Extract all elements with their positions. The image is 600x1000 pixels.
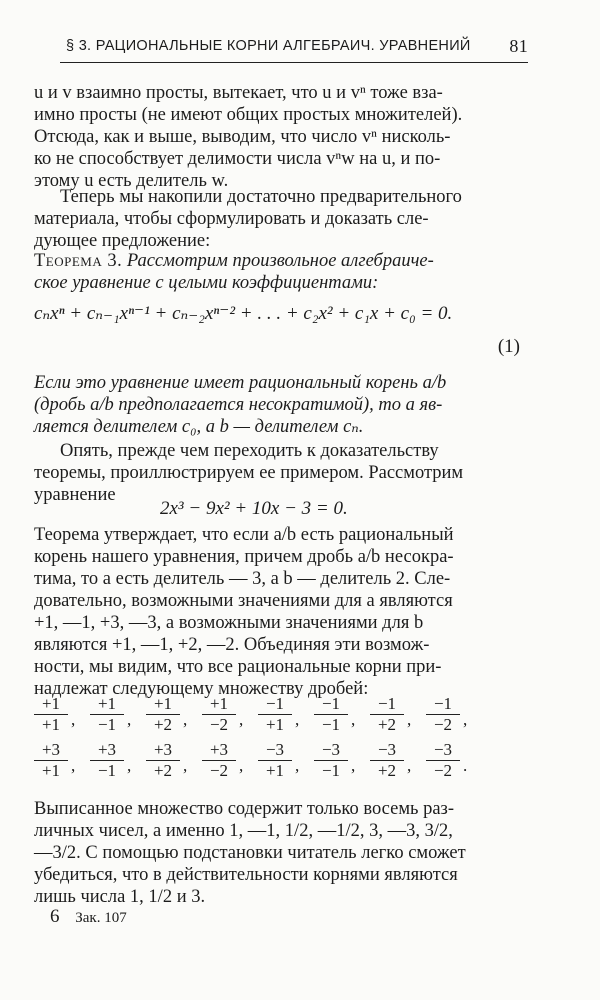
- fraction-numerator: −3: [426, 740, 460, 761]
- fraction-numerator: +1: [202, 694, 236, 715]
- theorem-statement: [34, 250, 518, 294]
- text-line: u и v взаимно просты, вытекает, что u и vⁿ тоже вза-: [34, 83, 443, 103]
- fraction-separator: .: [463, 756, 468, 775]
- text-line: Теорема утверждает, что если a/b есть рациональный: [34, 525, 454, 545]
- running-head-title: § 3. РАЦИОНАЛЬНЫЕ КОРНИ АЛГЕБРАИЧ. УРАВНЕНИЙ: [66, 38, 471, 54]
- fraction-separator: ,: [183, 756, 188, 775]
- fraction-numerator: +3: [146, 740, 180, 761]
- text-line: (дробь a/b предполагается несократимой), то a яв-: [34, 395, 443, 415]
- fraction-separator: ,: [127, 756, 132, 775]
- paragraph-5: [34, 798, 518, 908]
- fraction-separator: ,: [295, 710, 300, 729]
- example-equation: 2x³ − 9x² + 10x − 3 = 0.: [160, 498, 348, 519]
- fraction: [370, 740, 404, 781]
- fraction: [90, 740, 124, 781]
- text-line: тима, то a есть делитель — 3, а b — делитель 2. Сле-: [34, 569, 451, 589]
- fraction-separator: ,: [351, 710, 356, 729]
- fraction-numerator: +3: [202, 740, 236, 761]
- fraction-separator: ,: [127, 710, 132, 729]
- text-line: теоремы, проиллюстрируем ее примером. Рассмотрим: [34, 463, 464, 483]
- fraction-separator: ,: [407, 710, 412, 729]
- text-line: Теперь мы накопили достаточно предварительного: [60, 187, 462, 207]
- fraction: [202, 740, 236, 781]
- fraction-numerator: −1: [314, 694, 348, 715]
- fraction-numerator: −3: [370, 740, 404, 761]
- fraction-numerator: +1: [146, 694, 180, 715]
- text-line: дующее предложение:: [34, 231, 211, 251]
- fraction-separator: ,: [71, 756, 76, 775]
- fraction-denominator: −1: [321, 715, 341, 734]
- fraction-denominator: −2: [209, 715, 229, 734]
- fraction-numerator: −3: [258, 740, 292, 761]
- fraction-numerator: −1: [258, 694, 292, 715]
- theorem-conclusion: [34, 372, 518, 438]
- fraction-denominator: −2: [433, 715, 453, 734]
- fraction: [146, 740, 180, 781]
- general-equation: cₙxⁿ + cₙ₋₁xⁿ⁻¹ + cₙ₋₂xⁿ⁻² + . . . + c₂x² + c₁x + c₀ = 0.: [34, 303, 453, 324]
- text-line: лишь числа 1, 1/2 и 3.: [34, 887, 206, 907]
- fraction-numerator: +1: [90, 694, 124, 715]
- text-line: Опять, прежде чем переходить к доказательству: [60, 441, 439, 461]
- running-header: [60, 34, 528, 63]
- fraction: [34, 740, 68, 781]
- fraction-separator: ,: [239, 756, 244, 775]
- text-line: имно просты (не имеют общих простых множителей).: [34, 105, 463, 125]
- fraction: [146, 694, 180, 735]
- fraction-denominator: −1: [97, 715, 117, 734]
- fraction-denominator: +2: [153, 715, 173, 734]
- text-line: материала, чтобы сформулировать и доказать сле-: [34, 209, 429, 229]
- fraction: [314, 740, 348, 781]
- text-line: убедиться, что в действительности корнями являются: [34, 865, 458, 885]
- text-line: уравнение: [34, 485, 116, 505]
- fraction-separator: ,: [239, 710, 244, 729]
- text-line: личных чисел, а именно 1, —1, 1/2, —1/2, 3, —3, 3/2,: [34, 821, 453, 841]
- fraction-denominator: −1: [97, 761, 117, 780]
- fraction: [202, 694, 236, 735]
- text-line: являются +1, —1, +2, —2. Объединяя эти возмож-: [34, 635, 430, 655]
- signature-mark: 6: [50, 906, 60, 927]
- fraction-numerator: +1: [34, 694, 68, 715]
- paragraph-4: [34, 524, 518, 700]
- page-number: 81: [509, 36, 528, 56]
- fraction-denominator: +2: [377, 761, 397, 780]
- text-line: Отсюда, как и выше, выводим, что число vⁿ нисколь-: [34, 127, 451, 147]
- fraction-separator: ,: [295, 756, 300, 775]
- fraction-denominator: +1: [265, 761, 285, 780]
- fraction: [426, 740, 460, 781]
- fraction-denominator: +2: [153, 761, 173, 780]
- fraction-row-1: [34, 694, 534, 738]
- fraction-numerator: −3: [314, 740, 348, 761]
- fraction: [258, 694, 292, 735]
- fraction-numerator: +3: [34, 740, 68, 761]
- text-line: довательно, возможными значениями для a являются: [34, 591, 453, 611]
- paragraph-1: [34, 82, 518, 192]
- fraction: [90, 694, 124, 735]
- equation-number: (1): [497, 336, 520, 357]
- fraction-separator: ,: [183, 710, 188, 729]
- theorem-label: Теорема 3.: [34, 251, 123, 271]
- text-line: ко не способствует делимости числа vⁿw на u, и по-: [34, 149, 441, 169]
- fraction-denominator: +1: [265, 715, 285, 734]
- fraction: [370, 694, 404, 735]
- text-line: ляется делителем c₀, а b — делителем cₙ.: [34, 417, 364, 437]
- paragraph-3: [34, 440, 518, 506]
- fraction: [34, 694, 68, 735]
- fraction-separator: ,: [351, 756, 356, 775]
- page-footer: [50, 906, 127, 928]
- fraction-denominator: +2: [377, 715, 397, 734]
- text-line: Выписанное множество содержит только восемь раз-: [34, 799, 455, 819]
- fraction-denominator: −1: [321, 761, 341, 780]
- fraction-row-2: [34, 740, 534, 784]
- fraction-separator: ,: [407, 756, 412, 775]
- text-line: ское уравнение с целыми коэффициентами:: [34, 273, 379, 293]
- fraction-numerator: +3: [90, 740, 124, 761]
- text-line: +1, —1, +3, —3, а возможными значениями для b: [34, 613, 424, 633]
- fraction-numerator: −1: [426, 694, 460, 715]
- text-line: ности, мы видим, что все рациональные корни при-: [34, 657, 442, 677]
- text-line: —3/2. С помощью подстановки читатель легко сможет: [34, 843, 466, 863]
- text-line: Рассмотрим произвольное алгебраиче-: [126, 251, 434, 271]
- fraction-separator: ,: [463, 710, 468, 729]
- text-line: Если это уравнение имеет рациональный корень a/b: [34, 373, 447, 393]
- fraction: [314, 694, 348, 735]
- text-line: этому u есть делитель w.: [34, 171, 229, 191]
- paragraph-2: [34, 186, 518, 252]
- text-line: корень нашего уравнения, причем дробь a/b несокра-: [34, 547, 454, 567]
- fraction-separator: ,: [71, 710, 76, 729]
- fraction-denominator: +1: [41, 761, 61, 780]
- fraction: [258, 740, 292, 781]
- fraction-denominator: −2: [433, 761, 453, 780]
- printing-note: Зак. 107: [75, 910, 127, 926]
- fraction-denominator: +1: [41, 715, 61, 734]
- fraction-denominator: −2: [209, 761, 229, 780]
- text-line: надлежат следующему множеству дробей:: [34, 679, 369, 699]
- fraction: [426, 694, 460, 735]
- fraction-numerator: −1: [370, 694, 404, 715]
